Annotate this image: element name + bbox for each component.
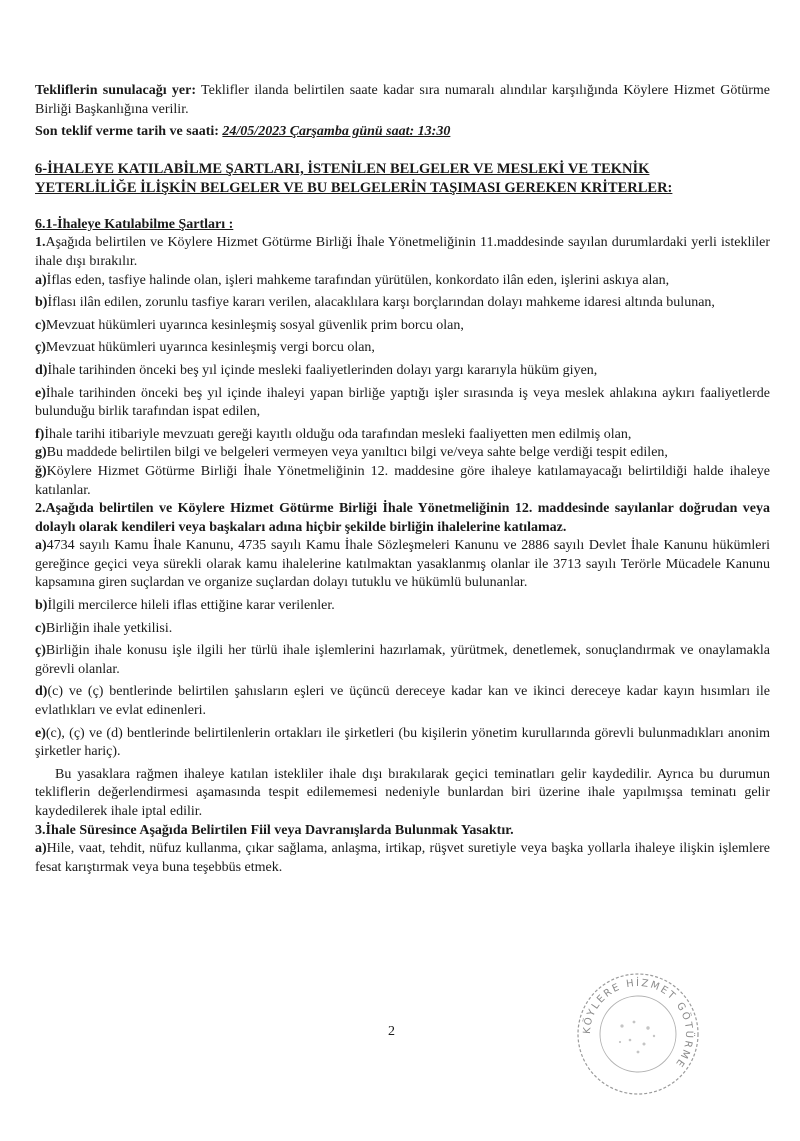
item-text: (c) ve (ç) bentlerinde belirtilen şahısların eşleri ve üçüncü dereceye kadar kan ve ikinci dereceye kadar kayın hısımları ile evlatlıkları ve evlat edinenleri. — [35, 684, 770, 719]
item-text: 6.1-İhaleye Katılabilme Şartları : — [35, 216, 234, 232]
item-1-cc — [35, 339, 770, 358]
item-letter: ğ) — [35, 463, 47, 479]
item-2-d — [35, 683, 770, 720]
item-3 — [35, 822, 770, 841]
item-text: Köylere Hizmet Götürme Birliği İhale Yönetmeliğinin 12. maddesine göre ihaleye katılamayacağı belirtildiği halde ihaleye katılanlar. — [35, 463, 770, 498]
item-letter: d) — [35, 684, 48, 700]
item-1-gg — [35, 463, 770, 500]
item-letter: c) — [35, 620, 46, 636]
deadline-value: 24/05/2023 Çarşamba günü saat: 13:30 — [222, 124, 451, 140]
item-1-b — [35, 294, 770, 313]
item-number: 2. — [35, 501, 46, 517]
section-heading-line1: 6-İHALEYE KATILABİLME ŞARTLARI, İSTENİLEN BELGELER VE MESLEKİ VE TEKNİK — [35, 160, 650, 177]
item-letter: ç) — [35, 340, 46, 356]
page-number: 2 — [388, 1024, 395, 1039]
item-letter: b) — [35, 295, 48, 311]
section-heading — [35, 160, 770, 198]
item-text: İflas eden, tasfiye halinde olan, işleri mahkeme tarafından yürütülen, konkordato ilân eden, işlerini askıya alan, — [46, 272, 670, 288]
submission-label: Tekliflerin sunulacağı yer: — [35, 83, 196, 98]
subsection-title — [35, 216, 770, 235]
document-page — [35, 82, 770, 877]
item-2-b — [35, 597, 770, 616]
item-text: Bu maddede belirtilen bilgi ve belgeleri vermeyen veya yanıltıcı bilgi ve/veya sahte belge verdiği tespit edilen, — [46, 445, 668, 461]
item-text: İflası ilân edilen, zorunlu tasfiye kararı verilen, alacaklılara karşı borçlarından dolayı mahkeme idaresi altında bulunan, — [47, 295, 715, 311]
item-letter: a) — [35, 538, 47, 554]
submission-text: Teklifler ilanda belirtilen saate kadar sıra numaralı alındılar karşılığında Köylere Hizmet Götürme Birliği Başkanlığına verilir. — [35, 83, 770, 117]
deadline-paragraph — [35, 123, 770, 142]
submission-paragraph — [35, 82, 770, 119]
item-letter: e) — [35, 385, 46, 401]
item-1-f — [35, 426, 770, 445]
item-1-d — [35, 362, 770, 381]
item-1 — [35, 234, 770, 271]
item-letter: e) — [35, 725, 46, 741]
item-text: İhale tarihinden önceki beş yıl içinde mesleki faaliyetlerinden dolayı yargı kararıyla hüküm giyen, — [47, 362, 598, 378]
item-text: İhale Süresince Aşağıda Belirtilen Fiil veya Davranışlarda Bulunmak Yasaktır. — [45, 822, 514, 838]
item-letter: b) — [35, 598, 48, 614]
item-text: Mevzuat hükümleri uyarınca kesinleşmiş vergi borcu olan, — [45, 340, 375, 356]
deadline-label: Son teklif verme tarih ve saati: — [35, 124, 223, 140]
item-text: İlgili mercilerce hileli iflas ettiğine karar verilenler. — [47, 598, 335, 614]
item-1-c — [35, 317, 770, 336]
item-number: 1. — [35, 235, 46, 251]
item-3-a — [35, 840, 770, 877]
item-2-c — [35, 620, 770, 639]
item-2-a — [35, 537, 770, 593]
item-text: İhale tarihinden önceki beş yıl içinde ihaleyi yapan birliğe yaptığı işler sırasında iş veya meslek ahlakına aykırı faaliyetlerde bulunduğu birlik tarafından ispat edilen, — [35, 385, 770, 420]
item-1-a — [35, 272, 770, 291]
item-text: Birliğin ihale konusu işle ilgili her türlü ihale işlemlerini hazırlamak, yürütmek, denetlemek, sonuçlandırmak ve onaylamakla görevli olanlar. — [35, 643, 770, 677]
item-1-e — [35, 385, 770, 422]
item-letter: ç) — [35, 643, 46, 659]
item-text: Aşağıda belirtilen ve Köylere Hizmet Götürme Birliği İhale Yönetmeliğinin 11.maddesinde sayılan durumlardaki yerli istekliler ihale dışı bırakılır. — [35, 235, 770, 269]
item-letter: a) — [35, 841, 47, 857]
item-text: Aşağıda belirtilen ve Köylere Hizmet Götürme Birliği İhale Yönetmeliğinin 12. maddesinde sayılanlar doğrudan veya dolaylı olarak kendileri veya başkaları adına hiçbir şekilde birliğin ihalelerine katılamaz. — [35, 501, 770, 535]
item-letter: a) — [35, 272, 47, 288]
item-text: Birliğin ihale yetkilisi. — [45, 620, 173, 636]
item-1-g — [35, 444, 770, 463]
item-number: 3. — [35, 822, 46, 838]
stamp-text: KÖYLERE HİZMET GÖTÜRME — [581, 977, 695, 1070]
item-text: Mevzuat hükümleri uyarınca kesinleşmiş sosyal güvenlik prim borcu olan, — [45, 317, 464, 333]
item-letter: d) — [35, 362, 48, 378]
item-2-cc — [35, 642, 770, 679]
item-text: Hile, vaat, tehdit, nüfuz kullanma, çıkar sağlama, anlaşma, irtikap, rüşvet suretiyle veya başka yollarla ihaleye ilişkin işlemlere fesat karıştırmak veya buna teşebbüs etmek. — [35, 841, 770, 875]
item-text: (c), (ç) ve (d) bentlerinde belirtilenlerin ortakları ile şirketleri (bu kişilerin yönetim kurullarında görevli bulunmadıkları anonim şirketler hariç). — [35, 725, 770, 760]
official-stamp — [572, 968, 704, 1100]
item-2-e — [35, 725, 770, 762]
section-heading-line2: YETERLİLİĞE İLİŞKİN BELGELER VE BU BELGELERİN TAŞIMASI GEREKEN KRİTERLER: — [35, 179, 673, 196]
item-letter: g) — [35, 445, 47, 461]
item-text: 4734 sayılı Kamu İhale Kanunu, 4735 sayılı Kamu İhale Sözleşmeleri Kanunu ve 2886 sayılı Devlet İhale Kanunu hükümleri gereğince geçici veya sürekli olarak kamu ihalelerine katılmaktan yasaklanmış olanlar ile 3713 sayılı Terörle Mücadele Kanunu kapsamına giren suçlardan ve organize suçlardan dolayı tutuklu ve hükümlü bulunanlar. — [35, 538, 770, 591]
item-2-closing: Bu yasaklara rağmen ihaleye katılan istekliler ihale dışı bırakılarak geçici teminatları gelir kaydedilir. Ayrıca bu durumun tekliflerin değerlendirmesi aşamasında tespit edilememesi nedeniyle bunlardan biri üzerine ihale yapılmışsa teminatı gelir kaydedilerek ihale iptal edilir. — [35, 766, 770, 819]
item-2 — [35, 500, 770, 537]
item-letter: c) — [35, 317, 46, 333]
item-text: İhale tarihi itibariyle mevzuatı gereği kayıtlı olduğu oda tarafından mesleki faaliyetten men edilmiş olan, — [44, 426, 632, 442]
item-letter: f) — [35, 426, 45, 442]
